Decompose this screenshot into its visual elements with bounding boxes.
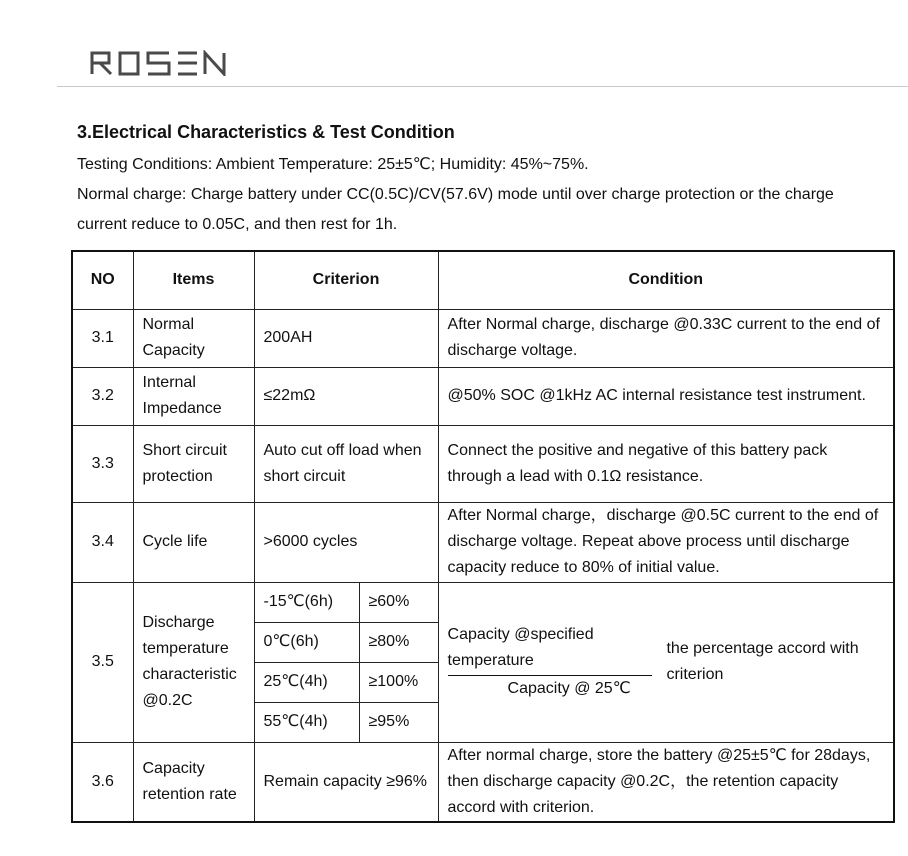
temp-criterion: ≥100% (359, 662, 438, 702)
row-criterion: Auto cut off load when short circuit (254, 425, 438, 502)
header-divider (57, 86, 908, 87)
row-condition: After normal charge, store the battery @25±5℃ for 28days, then discharge capacity @0.2C，the retention capacity accord with criterion. (438, 742, 894, 822)
header-no: NO (72, 251, 133, 309)
table-row (72, 502, 894, 582)
row-condition: Connect the positive and negative of this battery pack through a lead with 0.1Ω resistance. (438, 425, 894, 502)
row-item: Cycle life (133, 502, 254, 582)
row-no: 3.1 (72, 309, 133, 367)
temp-condition: 0℃(6h) (254, 622, 359, 662)
row-no: 3.3 (72, 425, 133, 502)
formula-numerator: Capacity @specified temperature (448, 622, 653, 676)
capacity-formula (448, 622, 885, 702)
formula-denominator: Capacity @ 25℃ (507, 680, 631, 697)
header-condition: Condition (438, 251, 894, 309)
row-item: Discharge temperature characteristic @0.2C (133, 582, 254, 742)
row-no: 3.2 (72, 367, 133, 425)
temp-condition: 25℃(4h) (254, 662, 359, 702)
table-header-row (72, 251, 894, 309)
row-no: 3.4 (72, 502, 133, 582)
row-item: Capacity retention rate (133, 742, 254, 822)
row-item: Short circuit protection (133, 425, 254, 502)
row-criterion: Remain capacity ≥96% (254, 742, 438, 822)
row-criterion: 200AH (254, 309, 438, 367)
spec-table (71, 250, 895, 823)
formula-note: the percentage accord with criterion (666, 640, 859, 683)
table-row (72, 309, 894, 367)
row-condition: @50% SOC @1kHz AC internal resistance test instrument. (438, 367, 894, 425)
table-row (72, 582, 894, 622)
normal-charge-note: Normal charge: Charge battery under CC(0.5C)/CV(57.6V) mode until over charge protection or the charge current reduce to 0.05C, and then rest for 1h. (77, 186, 834, 233)
row-criterion: >6000 cycles (254, 502, 438, 582)
temp-condition: -15℃(6h) (254, 582, 359, 622)
table-row (72, 425, 894, 502)
table-row (72, 367, 894, 425)
section-title: 3.Electrical Characteristics & Test Condition (77, 122, 455, 142)
header-criterion: Criterion (254, 251, 438, 309)
row-no: 3.5 (72, 582, 133, 742)
header-items: Items (133, 251, 254, 309)
temp-criterion: ≥60% (359, 582, 438, 622)
logo-text: ROSEN (90, 50, 94, 51)
row-condition: After Normal charge, discharge @0.33C current to the end of discharge voltage. (438, 309, 894, 367)
row-condition: After Normal charge，discharge @0.5C current to the end of discharge voltage. Repeat above process until discharge capacity reduce to 80% of initial value. (438, 502, 894, 582)
formula-fraction (448, 622, 653, 702)
testing-conditions: Testing Conditions: Ambient Temperature: 25±5℃; Humidity: 45%~75%. (77, 156, 589, 173)
temp-criterion: ≥95% (359, 702, 438, 742)
row-condition (438, 582, 894, 742)
row-no: 3.6 (72, 742, 133, 822)
row-item: Internal Impedance (133, 367, 254, 425)
row-criterion: ≤22mΩ (254, 367, 438, 425)
temp-criterion: ≥80% (359, 622, 438, 662)
rosen-logo (90, 50, 230, 76)
row-item: Normal Capacity (133, 309, 254, 367)
temp-condition: 55℃(4h) (254, 702, 359, 742)
table-row (72, 742, 894, 822)
